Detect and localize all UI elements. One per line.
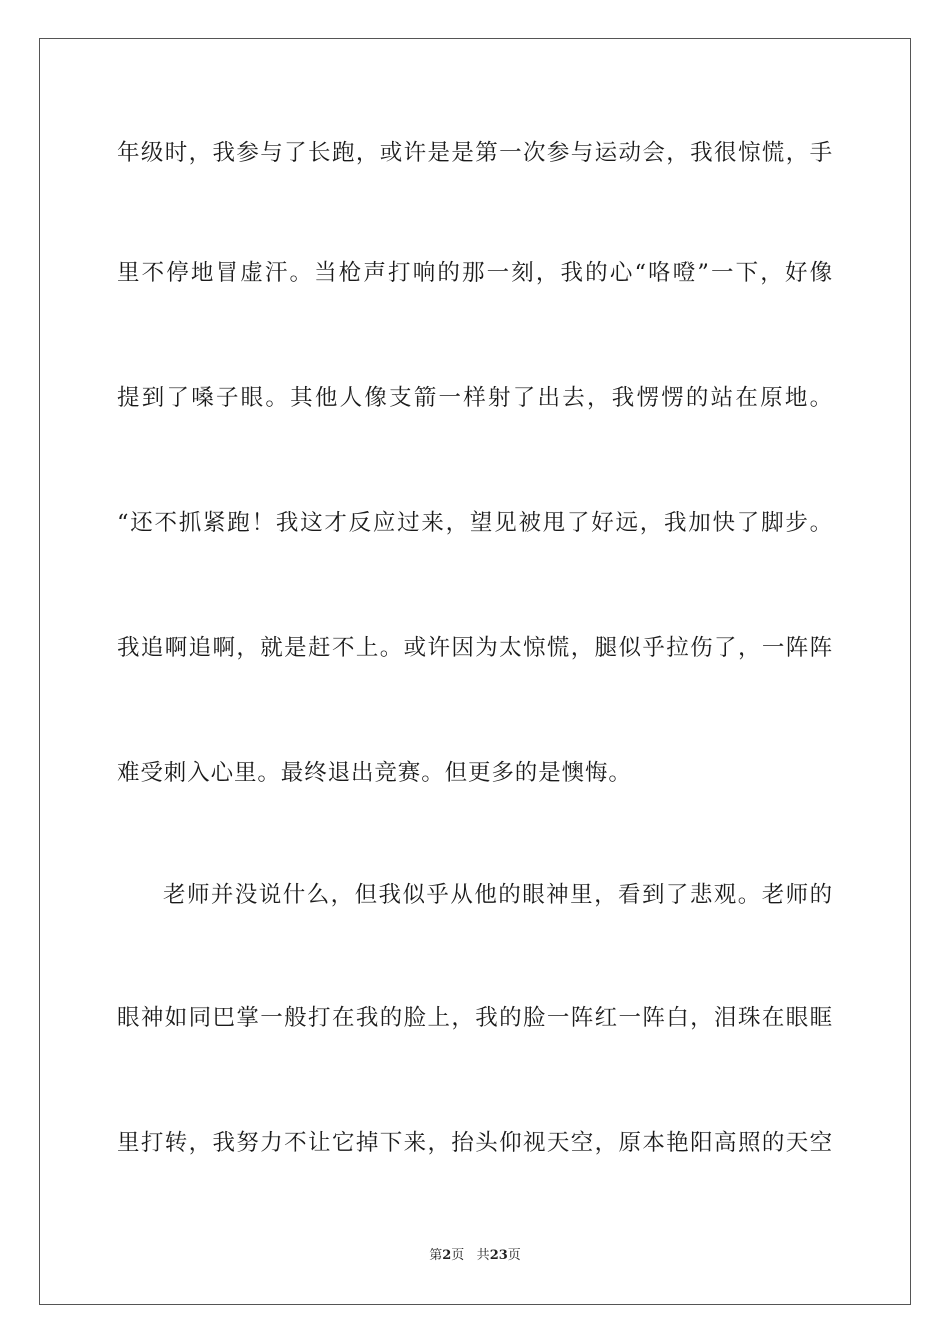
body-line-9: 里打转，我努力不让它掉下来，抬头仰视天空，原本艳阳高照的天空 — [117, 1130, 833, 1156]
body-line-2: 里不停地冒虚汗。当枪声打响的那一刻，我的心“咯噔”一下，好像 — [117, 260, 833, 286]
total-pages: 23 — [489, 1248, 508, 1263]
body-line-6: 难受刺入心里。最终退出竞赛。但更多的是懊悔。 — [117, 760, 632, 786]
body-line-4: “还不抓紧跑！我这才反应过来，望见被甩了好远，我加快了脚步。 — [117, 510, 833, 536]
body-line-3: 提到了嗓子眼。其他人像支箭一样射了出去，我愣愣的站在原地。 — [117, 385, 833, 411]
page-border — [39, 38, 911, 1305]
body-line-5: 我追啊追啊，就是赶不上。或许因为太惊慌，腿似乎拉伤了，一阵阵 — [117, 635, 833, 661]
body-line-1: 年级时，我参与了长跑，或许是是第一次参与运动会，我很惊慌，手 — [117, 140, 833, 166]
body-line-8: 眼神如同巴掌一般打在我的脸上，我的脸一阵红一阵白，泪珠在眼眶 — [117, 1005, 833, 1031]
total-label: 共 — [476, 1248, 490, 1263]
page-label: 第 — [429, 1248, 443, 1263]
page-number: 2 — [442, 1248, 452, 1263]
page-unit: 页 — [451, 1248, 465, 1263]
body-line-7-paragraph-start: 老师并没说什么，但我似乎从他的眼神里，看到了悲观。老师的 — [163, 882, 833, 908]
total-unit: 页 — [507, 1248, 521, 1263]
page-footer — [0, 1247, 950, 1265]
